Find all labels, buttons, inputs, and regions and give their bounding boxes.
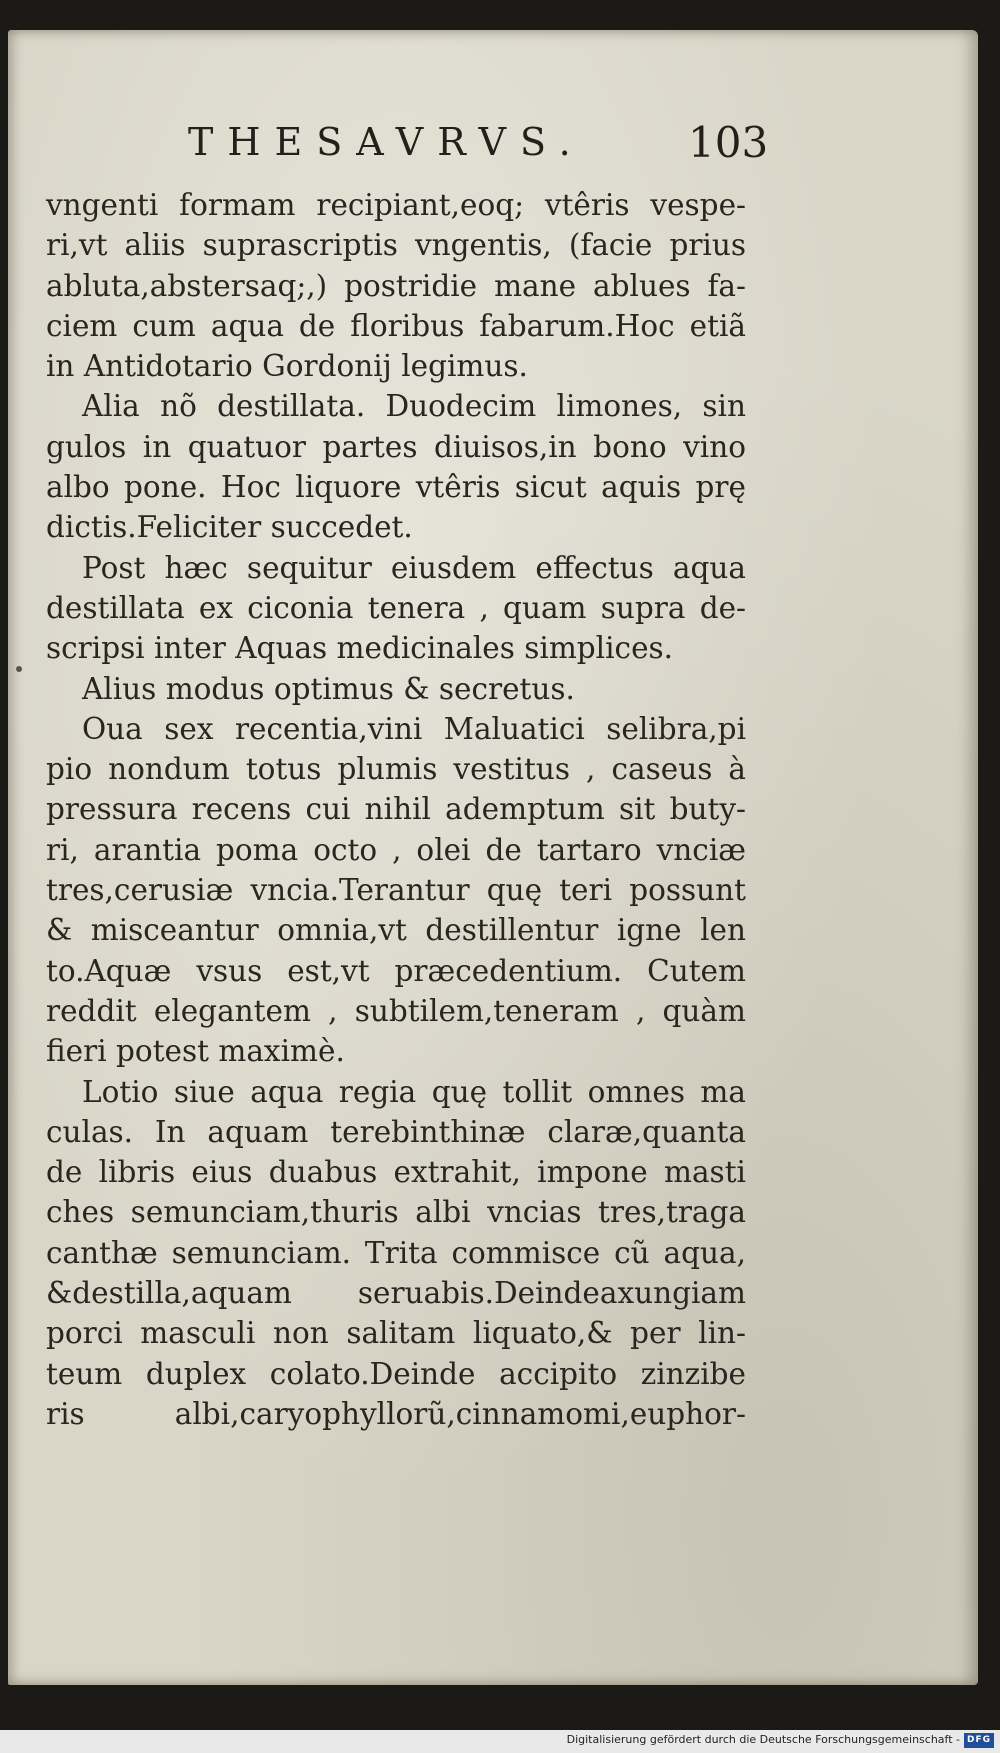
text-line: destillata ex ciconia tenera , quam supra de- [46, 590, 746, 625]
text-line: abluta,abstersaq;,) postridie mane ablues fa- [46, 268, 746, 303]
text-line: albo pone. Hoc liquore vtêris sicut aquis prę [46, 470, 746, 505]
digitization-footer [0, 1730, 1000, 1753]
text-line: canthæ semunciam. Trita commisce cũ aqua, [46, 1235, 746, 1270]
text-line: teum duplex colato.Deinde accipito zinzibe [46, 1356, 746, 1391]
text-line: to.Aquæ vsus est,vt præcedentium. Cutem [46, 953, 746, 988]
funding-credit: Digitalisierung gefördert durch die Deutsche Forschungsgemeinschaft - [566, 1733, 960, 1746]
text-line: fieri potest maximè. [46, 1034, 345, 1069]
text-line: & misceantur omnia,vt destillentur igne len [46, 913, 746, 948]
text-line: dictis.Feliciter succedet. [46, 510, 413, 545]
text-line: vngenti formam recipiant,eoq; vtêris vespe- [46, 188, 746, 222]
text-line: reddit elegantem , subtilem,teneram , quàm [46, 993, 746, 1028]
page-header [8, 110, 978, 170]
body-text [46, 185, 746, 1434]
text-line: Post hæc sequitur eiusdem effectus aqua [82, 550, 746, 585]
text-line: porci masculi non salitam liquato,& per lin- [46, 1316, 746, 1351]
text-line: Oua sex recentia,vini Maluatici selibra,pi [82, 711, 746, 746]
text-line: pio nondum totus plumis vestitus , caseus à [46, 752, 746, 787]
text-line: Alia nõ destillata. Duodecim limones, sin [82, 389, 746, 424]
text-line: scripsi inter Aquas medicinales simplices. [46, 631, 674, 666]
dfg-logo-icon: DFG [964, 1733, 994, 1748]
text-line: ris albi,caryophyllorũ,cinnamomi,euphor- [46, 1396, 746, 1431]
text-line: tres,cerusiæ vncia.Terantur quę teri possunt [46, 873, 746, 908]
book-page [8, 30, 978, 1685]
page-number: 103 [688, 118, 769, 167]
text-line: culas. In aquam terebinthinæ claræ,quanta [46, 1114, 746, 1149]
text-line: pressura recens cui nihil ademptum sit buty- [46, 792, 746, 827]
text-line: &destilla,aquam seruabis.Deindeaxungiam [46, 1276, 746, 1311]
text-line: ciem cum aqua de floribus fabarum.Hoc etiã [46, 308, 746, 343]
text-line: de libris eius duabus extrahit, impone masti [46, 1155, 746, 1190]
text-line: Alius modus optimus & secretus. [82, 671, 575, 706]
text-line: Lotio siue aqua regia quę tollit omnes ma [82, 1074, 746, 1109]
running-title: THESAVRVS. [188, 120, 585, 164]
text-line: ri, arantia poma octo , olei de tartaro vnciæ [46, 832, 746, 867]
margin-mark [16, 666, 22, 672]
text-line: ches semunciam,thuris albi vncias tres,traga [46, 1195, 746, 1230]
text-line: in Antidotario Gordonij legimus. [46, 349, 528, 384]
text-line: gulos in quatuor partes diuisos,in bono vino [46, 429, 746, 464]
text-line: ri,vt aliis suprascriptis vngentis, (facie prius [46, 228, 746, 263]
